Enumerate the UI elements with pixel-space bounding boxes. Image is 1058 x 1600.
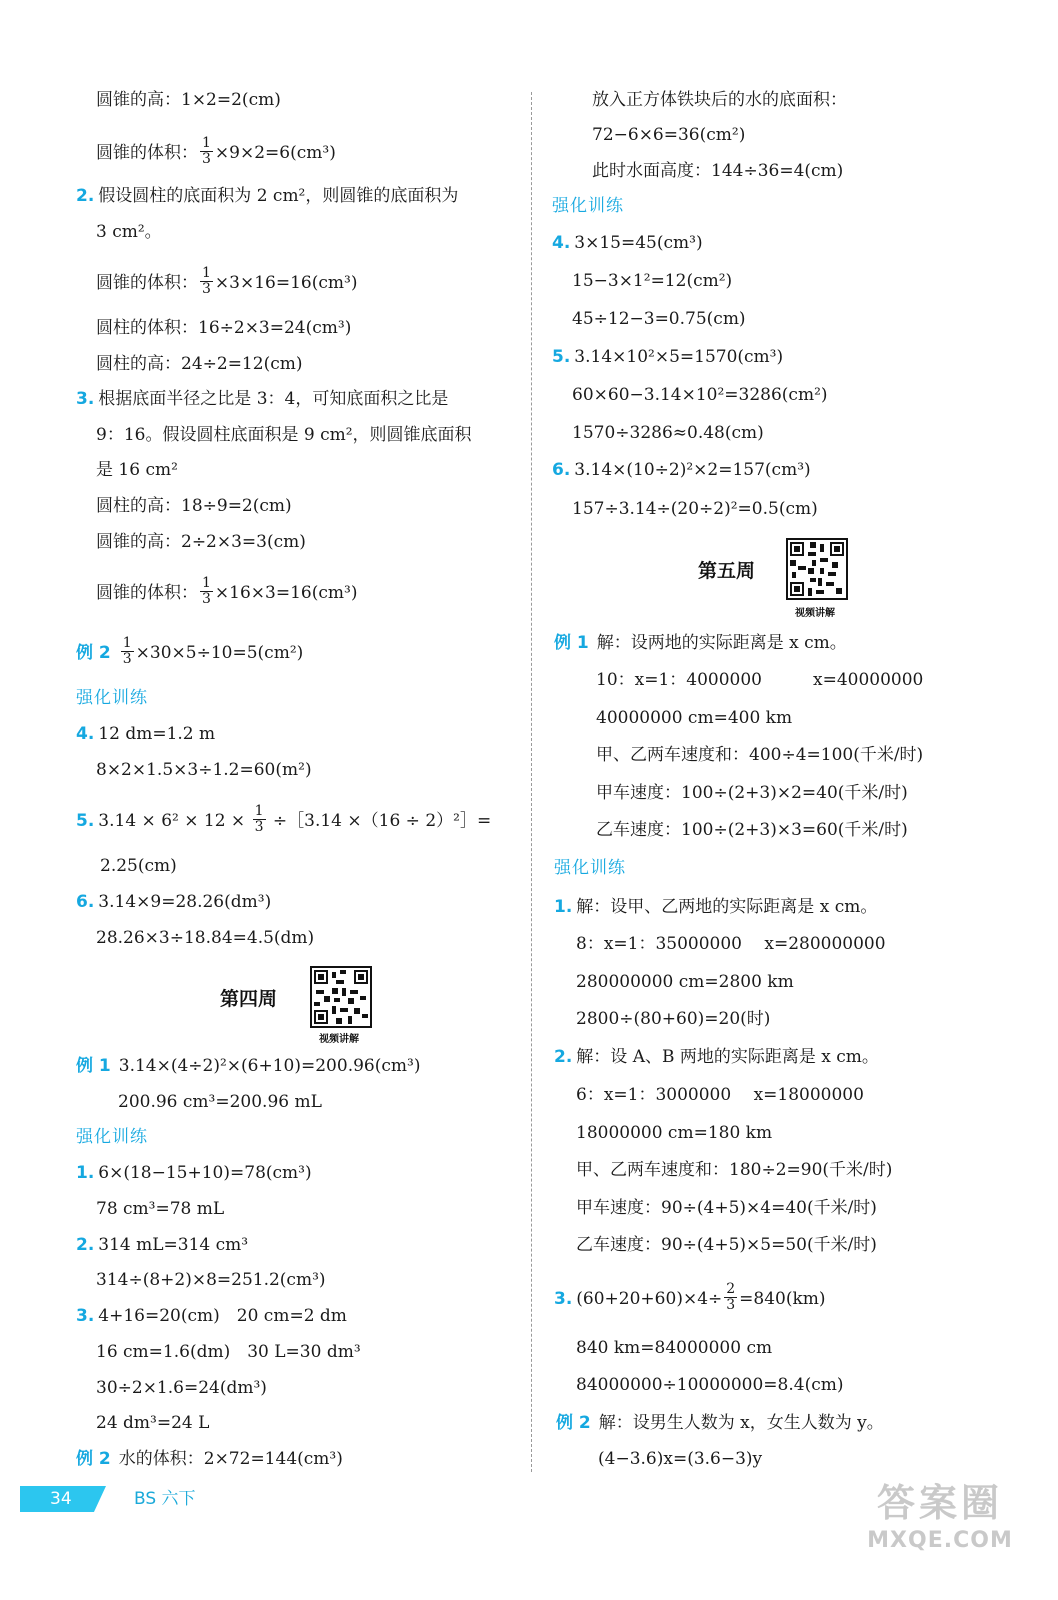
fraction: $\frac{1}{3}$ [202, 575, 211, 607]
question-number: 1. [554, 897, 573, 917]
question-4: 4. 12 dm=1.2 m [76, 724, 216, 744]
qr-code-icon[interactable] [786, 538, 848, 600]
answer-line: 280000000 cm=2800 km [576, 972, 794, 992]
answer-line: 乙车速度：90÷(4+5)×5=50(千米/时) [576, 1235, 877, 1255]
page-number: 34 [50, 1489, 72, 1509]
section-heading: 强化训练 [76, 1127, 148, 1147]
answer-line: 9：16。假设圆柱底面积是 9 cm²，则圆锥底面积 [96, 425, 472, 445]
question-number: 2. [554, 1047, 573, 1067]
example-2: 例 2 水的体积：2×72=144(cm³) [76, 1449, 343, 1469]
answer-line: 8：x=1：35000000 x=280000000 [576, 934, 886, 954]
answer-line: 甲车速度：90÷(4+5)×4=40(千米/时) [576, 1198, 877, 1218]
answer-line: 2800÷(80+60)=20(时) [576, 1009, 771, 1029]
answer-line: 乙车速度：100÷(2+3)×3=60(千米/时) [596, 820, 908, 840]
question-3: 3. (60+20+60)×4÷ $\frac{2}{3}$ =840(km) [554, 1281, 826, 1313]
question-1: 1. 6×(18−15+10)=78(cm³) [76, 1163, 312, 1183]
question-2: 2. 解：设 A、B 两地的实际距离是 x cm。 [554, 1047, 879, 1067]
question-number: 5. [552, 347, 571, 367]
answer-line: 甲、乙两车速度和：180÷2=90(千米/时) [576, 1160, 893, 1180]
answer-line: 314÷(8+2)×8=251.2(cm³) [96, 1270, 326, 1290]
watermark-url: MXQE.COM [867, 1528, 1013, 1553]
answer-line: 78 cm³=78 mL [96, 1199, 225, 1219]
answer-line: 157÷3.14÷(20÷2)²=0.5(cm) [572, 499, 818, 519]
answer-line: 6：x=1：3000000 x=18000000 [576, 1085, 864, 1105]
example-2: 例 2 解：设男生人数为 x，女生人数为 y。 [556, 1413, 884, 1433]
week-title: 第五周 [698, 560, 756, 582]
question-1: 1. 解：设甲、乙两地的实际距离是 x cm。 [554, 897, 878, 917]
answer-line: 2.25(cm) [100, 856, 177, 876]
answer-line: 3 cm²。 [96, 222, 162, 242]
question-number: 4. [76, 724, 95, 744]
answer-line: 10：x=1：4000000 x=40000000 [596, 670, 924, 690]
answer-line: 8×2×1.5×3÷1.2=60(m²) [96, 760, 312, 780]
example-label: 例 1 [554, 633, 589, 653]
qr-caption: 视频讲解 [795, 608, 835, 619]
question-number: 6. [76, 892, 95, 912]
example-1: 例 1 解：设两地的实际距离是 x cm。 [554, 633, 847, 653]
answer-line: 30÷2×1.6=24(dm³) [96, 1378, 267, 1398]
answer-line: 圆柱的体积：16÷2×3=24(cm³) [96, 318, 352, 338]
fraction: $\frac{1}{3}$ [202, 135, 211, 167]
answer-line: 40000000 cm=400 km [596, 708, 793, 728]
section-heading: 强化训练 [76, 688, 148, 708]
watermark-text: 答案圈 [876, 1481, 1003, 1525]
answer-line: 18000000 cm=180 km [576, 1123, 773, 1143]
question-number: 3. [76, 389, 95, 409]
answer-line: 圆锥的高：2÷2×3=3(cm) [96, 532, 306, 552]
answer-line: 60×60−3.14×10²=3286(cm²) [572, 385, 828, 405]
question-number: 2. [76, 186, 95, 206]
example-label: 例 1 [76, 1056, 111, 1076]
right-column [540, 0, 1058, 1600]
example-1: 例 1 3.14×(4÷2)²×(6+10)=200.96(cm³) [76, 1056, 421, 1076]
answer-line: 圆柱的高：24÷2=12(cm) [96, 354, 303, 374]
answer-line: 200.96 cm³=200.96 mL [118, 1092, 322, 1112]
answer-line: 24 dm³=24 L [96, 1413, 210, 1433]
answer-line: 是 16 cm² [96, 460, 178, 480]
answer-line: 1570÷3286≈0.48(cm) [572, 423, 764, 443]
fraction: $\frac{1}{3}$ [122, 635, 132, 667]
example-label: 例 2 [76, 643, 111, 663]
question-5: 5. 3.14 × 6² × 12 × $\frac{1}{3}$ ÷［3.14 ×（16 ÷ 2）²］= [76, 803, 492, 835]
answer-line: 圆锥的体积： $\frac{1}{3}$ ×9×2=6(cm³) [96, 135, 336, 167]
question-5: 5. 3.14×10²×5=1570(cm³) [552, 347, 784, 367]
fraction: $\frac{1}{3}$ [202, 265, 211, 297]
column-divider [531, 92, 532, 1472]
question-number: 1. [76, 1163, 95, 1183]
answer-line: 圆锥的高：1×2=2(cm) [96, 90, 281, 110]
week-title: 第四周 [220, 988, 278, 1010]
question-6: 6. 3.14×9=28.26(dm³) [76, 892, 272, 912]
question-number: 3. [554, 1289, 573, 1309]
answer-line: 84000000÷10000000=8.4(cm) [576, 1375, 844, 1395]
answer-line: 16 cm=1.6(dm) 30 L=30 dm³ [96, 1342, 361, 1362]
answer-line: 圆锥的体积： $\frac{1}{3}$ ×3×16=16(cm³) [96, 265, 358, 297]
answer-line: 此时水面高度：144÷36=4(cm) [592, 161, 844, 181]
answer-line: 圆柱的高：18÷9=2(cm) [96, 496, 292, 516]
question-3: 3. 根据底面半径之比是 3：4，可知底面积之比是 [76, 389, 449, 409]
answer-line: 放入正方体铁块后的水的底面积： [592, 90, 847, 110]
question-number: 2. [76, 1235, 95, 1255]
watermark-logo [850, 1480, 1030, 1590]
question-number: 4. [552, 233, 571, 253]
answer-line: 45÷12−3=0.75(cm) [572, 309, 746, 329]
section-heading: 强化训练 [552, 196, 624, 216]
answer-line: 圆锥的体积： $\frac{1}{3}$ ×16×3=16(cm³) [96, 575, 358, 607]
section-heading: 强化训练 [554, 858, 626, 878]
answer-line: 28.26×3÷18.84=4.5(dm) [96, 928, 315, 948]
fraction: $\frac{2}{3}$ [726, 1281, 736, 1313]
question-number: 6. [552, 460, 571, 480]
example-label: 例 2 [76, 1449, 111, 1469]
question-number: 5. [76, 811, 95, 831]
answer-line: 甲、乙两车速度和：400÷4=100(千米/时) [596, 745, 924, 765]
qr-caption: 视频讲解 [319, 1034, 359, 1045]
example-label: 例 2 [556, 1413, 591, 1433]
answer-line: 甲车速度：100÷(2+3)×2=40(千米/时) [596, 783, 908, 803]
answer-line: 840 km=84000000 cm [576, 1338, 773, 1358]
question-4: 4. 3×15=45(cm³) [552, 233, 703, 253]
question-2: 2. 314 mL=314 cm³ [76, 1235, 249, 1255]
question-6: 6. 3.14×(10÷2)²×2=157(cm³) [552, 460, 811, 480]
fraction: $\frac{1}{3}$ [254, 803, 264, 835]
answer-line: 15−3×1²=12(cm²) [572, 271, 733, 291]
answer-line: (4−3.6)x=(3.6−3)y [598, 1449, 763, 1469]
question-2: 2. 假设圆柱的底面积为 2 cm²，则圆锥的底面积为 [76, 186, 459, 206]
question-number: 3. [76, 1306, 95, 1326]
edition-label: BS 六下 [134, 1489, 196, 1509]
answer-line: 72−6×6=36(cm²) [592, 125, 746, 145]
qr-code-icon[interactable] [310, 966, 372, 1028]
question-3: 3. 4+16=20(cm) 20 cm=2 dm [76, 1306, 347, 1326]
example-2: 例 2 $\frac{1}{3}$ ×30×5÷10=5(cm²) [76, 635, 304, 667]
